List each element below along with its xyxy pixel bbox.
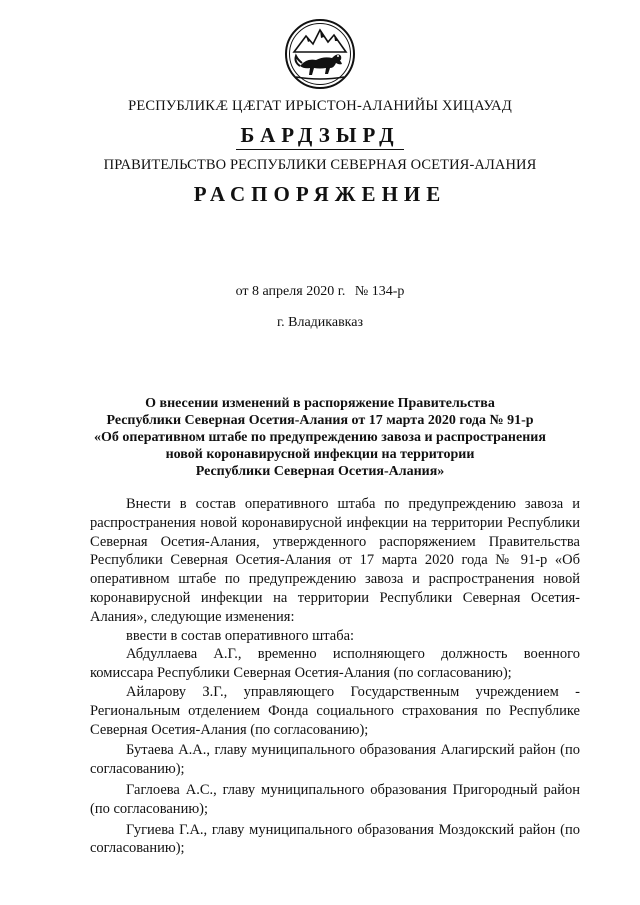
- ossetian-government-name: РЕСПУБЛИКӔ ЦӔГАТ ИРЫСТОН-АЛАНИЙЫ ХИЦАУАД: [128, 98, 512, 114]
- subject-line: О внесении изменений в распоряжение Правительства: [145, 396, 495, 411]
- date-number-line: [0, 284, 640, 300]
- body-paragraph: ввести в состав оперативного штаба:: [126, 627, 355, 644]
- body-paragraph: Внести в состав оперативного штаба по предупреждению завоза и распространения новой коронавирусной инфекции на территории Республики Северная Осетия-Алания, утвержденного распоряжением Правительства Республики Северная Осетия-Алания от 17 марта 2020 года № 91-р «Об оперативном штабе по предупреждению завоза и распространения новой коронавирусной инфекции на территории Республики Северная Осетия-Алания», следующие изменения:: [90, 496, 580, 625]
- body-paragraph: Айларову З.Г., управляющего Государственным учреждением - Региональным отделением Фонда социального страхования по Республике Северная Осетия-Алания (по согласованию);: [90, 683, 580, 738]
- subject-line: новой коронавирусной инфекции на территории: [165, 447, 475, 462]
- coat-of-arms-emblem: [284, 18, 356, 90]
- header-divider: [236, 149, 404, 150]
- body-paragraph: Гугиева Г.А., главу муниципального образования Моздокский район (по согласованию);: [90, 821, 580, 857]
- subject-line: «Об оперативном штабе по предупреждению завоза и распространения: [94, 430, 546, 445]
- document-subject: [80, 395, 560, 480]
- document-body: [90, 495, 580, 858]
- document-number: № 134-р: [354, 284, 405, 299]
- body-paragraph: Бутаева А.А., главу муниципального образования Алагирский район (по согласованию);: [90, 742, 580, 778]
- russian-government-name: ПРАВИТЕЛЬСТВО РЕСПУБЛИКИ СЕВЕРНАЯ ОСЕТИЯ-АЛАНИЯ: [103, 157, 537, 173]
- document-city: г. Владикавказ: [276, 315, 364, 330]
- document-date: от 8 апреля 2020 г.: [235, 284, 346, 299]
- body-paragraph: Гаглоева А.С., главу муниципального образования Пригородный район (по согласованию);: [90, 781, 580, 817]
- body-paragraph: Абдуллаева А.Г., временно исполняющего должность военного комиссара Республики Северная Осетия-Алания (по согласованию);: [90, 646, 580, 682]
- russian-document-type: РАСПОРЯЖЕНИЕ: [193, 182, 447, 206]
- ossetian-document-type: БАРДЗЫРД: [240, 123, 400, 147]
- subject-line: Республики Северная Осетия-Алания от 17 марта 2020 года № 91-р: [106, 413, 534, 428]
- subject-line: Республики Северная Осетия-Алания»: [195, 464, 445, 479]
